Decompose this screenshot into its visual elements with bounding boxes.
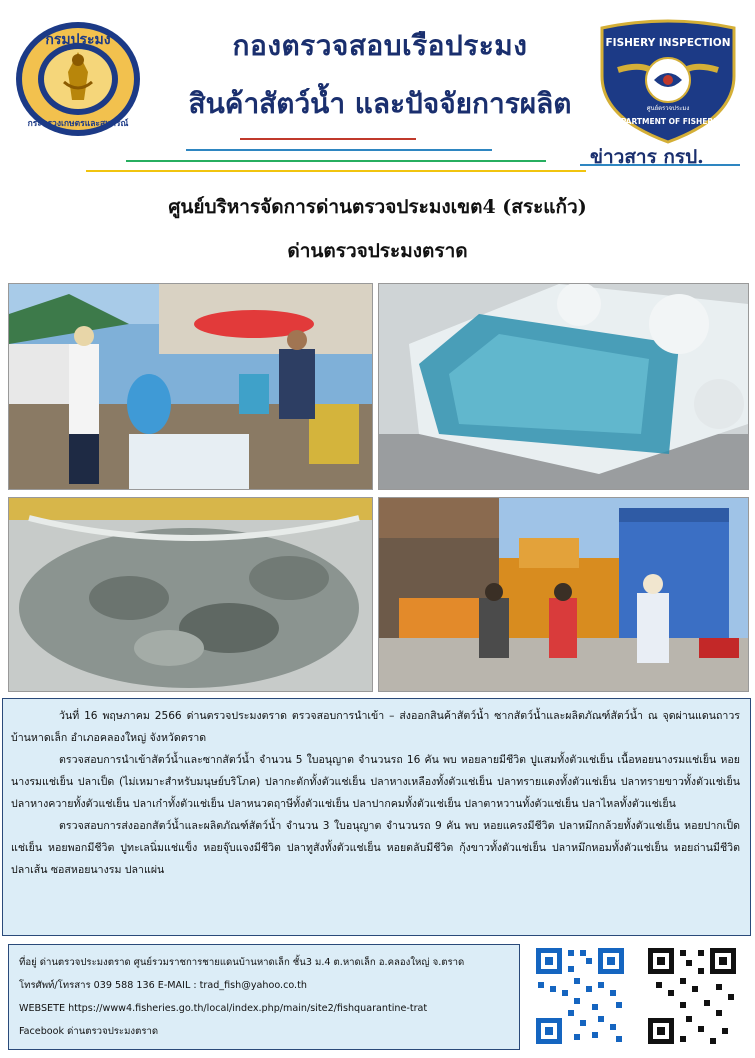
contact-phone-email: โทรศัพท์/โทรสาร 039 588 136 E-MAIL : trad_fish@yahoo.co.th <box>19 980 307 991</box>
truck-unloading-photo <box>378 497 749 692</box>
body-paragraph-2: ตรวจสอบการนำเข้าสัตว์น้ำและซากสัตว์น้ำ จำนวน 5 ใบอนุญาต จำนวนรถ 16 คัน พบ หอยลายมีชีวิต ปูแสมทั้งตัวแช่เย็น เนื้อหอยนางรมแช่เย็น หอยนางรมแช่เย็น ปลาเป็ด (ไม่เหมาะสำหรับมนุษย์บริโภค) ปลากะตักทั้งตัวแช่เย็น ปลาหางเหลืองทั้งตัวแช่เย็น ปลาทรายแดงทั้งตัวแช่เย็น ปลาทรายขาวทั้งตัวแช่เย็น ปลาหางควายทั้งตัวแช่เย็น ปลาเก๋าทั้งตัวแช่เย็น ปลาหนวดฤาษีทั้งตัวแช่เย็น ปลาปากคมทั้งตัวแช่เย็น ปลาตาหวานทั้งตัวแช่เย็น ปลาไหลทั้งตัวแช่เย็น <box>11 754 740 810</box>
news-label: ข่าวสาร กรป. <box>590 146 704 168</box>
divider-yellow <box>86 170 586 172</box>
frozen-block-photo <box>378 283 749 490</box>
shellfish-bag-photo <box>8 497 373 692</box>
right-logo-top-text: FISHERY INSPECTION <box>605 37 731 49</box>
contact-info-box <box>8 944 520 1050</box>
contact-website[interactable]: WEBSETE https://www4.fisheries.go.th/local/index.php/main/site2/fishquarantine-trat <box>19 1003 428 1014</box>
checkpoint-name-heading: ด่านตรวจประมงตราด <box>287 240 468 262</box>
news-body-box <box>2 698 751 936</box>
divider-blue <box>186 149 492 151</box>
center-name-heading: ศูนย์บริหารจัดการด่านตรวจประมงเขต4 (สระแก้ว) <box>168 196 587 218</box>
department-of-fisheries-logo <box>14 20 142 138</box>
divider-green <box>126 160 546 162</box>
header-title-line2: สินค้าสัตว์น้ำ และปัจจัยการผลิต <box>188 87 572 120</box>
qr-code-facebook <box>644 944 740 1048</box>
left-logo-bottom-text: กระทรวงเกษตรและสหกรณ์ <box>27 119 129 129</box>
contact-address: ที่อยู่ ด่านตรวจประมงตราด ศูนย์รวมราชการชายแดนบ้านหาดเล็ก ชั้น3 ม.4 ต.หาดเล็ก อ.คลองใหญ่ จ.ตราด <box>19 957 465 968</box>
header-title-line1: กองตรวจสอบเรือประมง <box>232 29 528 62</box>
divider-red <box>240 138 416 140</box>
left-logo-top-text: กรมประมง <box>45 32 111 48</box>
body-paragraph-3: ตรวจสอบการส่งออกสัตว์น้ำและผลิตภัณฑ์สัตว์น้ำ จำนวน 3 ใบอนุญาต จำนวนรถ 9 คัน พบ หอยแครงมีชีวิต ปลาหมึกกล้วยทั้งตัวแช่เย็น หอยปากเป็ดแช่เย็น หอยพอกมีชีวิต ปูทะเลนิ่มแช่แข็ง หอยจุ๊บแจงมีชีวิต ปลาทูสังทั้งตัวแช่เย็น หอยตลับมีชีวิต กุ้งขาวทั้งตัวแช่เย็น ปลาหมึกหอมทั้งตัวแช่เย็น หอยถ่านมีชีวิต ปลาเส้น ซอสหอยนางรม ปลาแผ่น <box>11 820 740 876</box>
fishery-inspection-badge-logo <box>594 18 742 144</box>
inspection-market-photo <box>8 283 373 490</box>
right-logo-center-text: ศูนย์ตรวจประมง <box>646 105 690 112</box>
body-paragraph-1: วันที่ 16 พฤษภาคม 2566 ด่านตรวจประมงตราด ตรวจสอบการนำเข้า – ส่งออกสินค้าสัตว์น้ำ ซากสัตว์น้ำและผลิตภัณฑ์สัตว์น้ำ ณ จุดผ่านแดนถาวรบ้านหาดเล็ก อำเภอคลองใหญ่ จังหวัดตราด <box>11 710 740 744</box>
contact-facebook[interactable]: Facebook ด่านตรวจประมงตราด <box>19 1026 159 1037</box>
right-logo-bottom-text: DEPARTMENT OF FISHERIES <box>609 117 727 126</box>
qr-code-website <box>532 944 628 1048</box>
